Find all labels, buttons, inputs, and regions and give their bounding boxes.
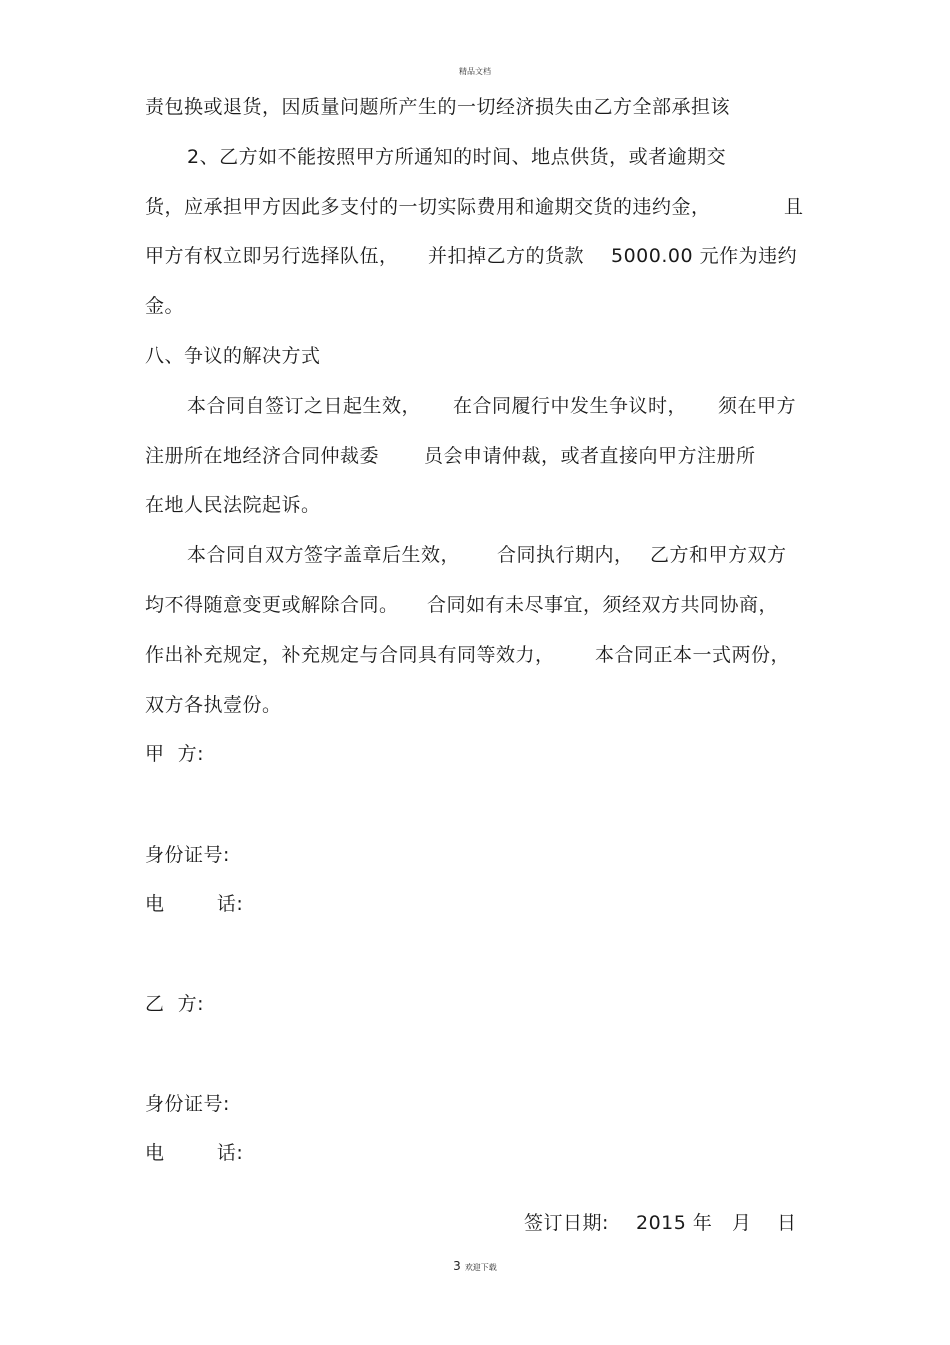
signing-year: 2015 年 xyxy=(636,1212,713,1234)
body-line-segment: 并扣掉乙方的货款 xyxy=(428,245,585,267)
body-line-segment: 本合同自双方签字盖章后生效， xyxy=(187,544,461,566)
page-header: 精品文档 xyxy=(459,67,491,76)
party-a-label: 甲 方: xyxy=(145,743,204,765)
party-b-label: 乙 方: xyxy=(145,993,204,1015)
section-heading: 八、争议的解决方式 xyxy=(145,345,321,367)
body-line-segment: 注册所在地经济合同仲裁委 xyxy=(145,445,380,467)
body-line: 货，应承担甲方因此多支付的一切实际费用和逾期交货的违约金， xyxy=(145,196,711,218)
body-line-segment: 作出补充规定，补充规定与合同具有同等效力， xyxy=(145,644,555,666)
body-line-tail: 且 xyxy=(784,196,804,218)
party-a-phone-label: 电 话: xyxy=(145,893,244,915)
body-line-segment: 在合同履行中发生争议时， xyxy=(453,395,688,417)
body-line-segment: 乙方和甲方双方 xyxy=(650,544,787,566)
body-line: 双方各执壹份。 xyxy=(145,694,282,716)
page-number: 3 xyxy=(453,1259,461,1273)
signing-date-label: 签订日期: xyxy=(524,1212,609,1234)
body-line-segment: 合同执行期内， xyxy=(497,544,634,566)
body-line: 责包换或退货，因质量问题所产生的一切经济损失由乙方全部承担该 xyxy=(145,96,731,118)
signing-day: 日 xyxy=(777,1212,797,1234)
body-line-segment: 均不得随意变更或解除合同。 xyxy=(145,594,399,616)
footer-note: 欢迎下载 xyxy=(464,1263,497,1272)
body-line-segment: 本合同正本一式两份， xyxy=(595,644,791,666)
penalty-amount: 5000.00 元作为违约 xyxy=(611,245,798,267)
body-line-segment: 员会申请仲裁，或者直接向甲方注册所 xyxy=(424,445,756,467)
party-a-id-label: 身份证号: xyxy=(145,844,230,866)
body-line-segment: 本合同自签订之日起生效， xyxy=(187,395,422,417)
body-line: 金。 xyxy=(145,295,185,317)
body-line-segment: 须在甲方 xyxy=(718,395,797,417)
clause-2-line: 2、乙方如不能按照甲方所通知的时间、地点供货，或者逾期交 xyxy=(187,146,727,168)
page-footer xyxy=(0,1259,950,1273)
signing-month: 月 xyxy=(732,1212,752,1234)
body-line: 在地人民法院起诉。 xyxy=(145,494,321,516)
party-b-phone-label: 电 话: xyxy=(145,1142,244,1164)
party-b-id-label: 身份证号: xyxy=(145,1093,230,1115)
body-line-segment: 甲方有权立即另行选择队伍， xyxy=(145,245,399,267)
body-line-segment: 合同如有未尽事宜，须经双方共同协商， xyxy=(427,594,779,616)
